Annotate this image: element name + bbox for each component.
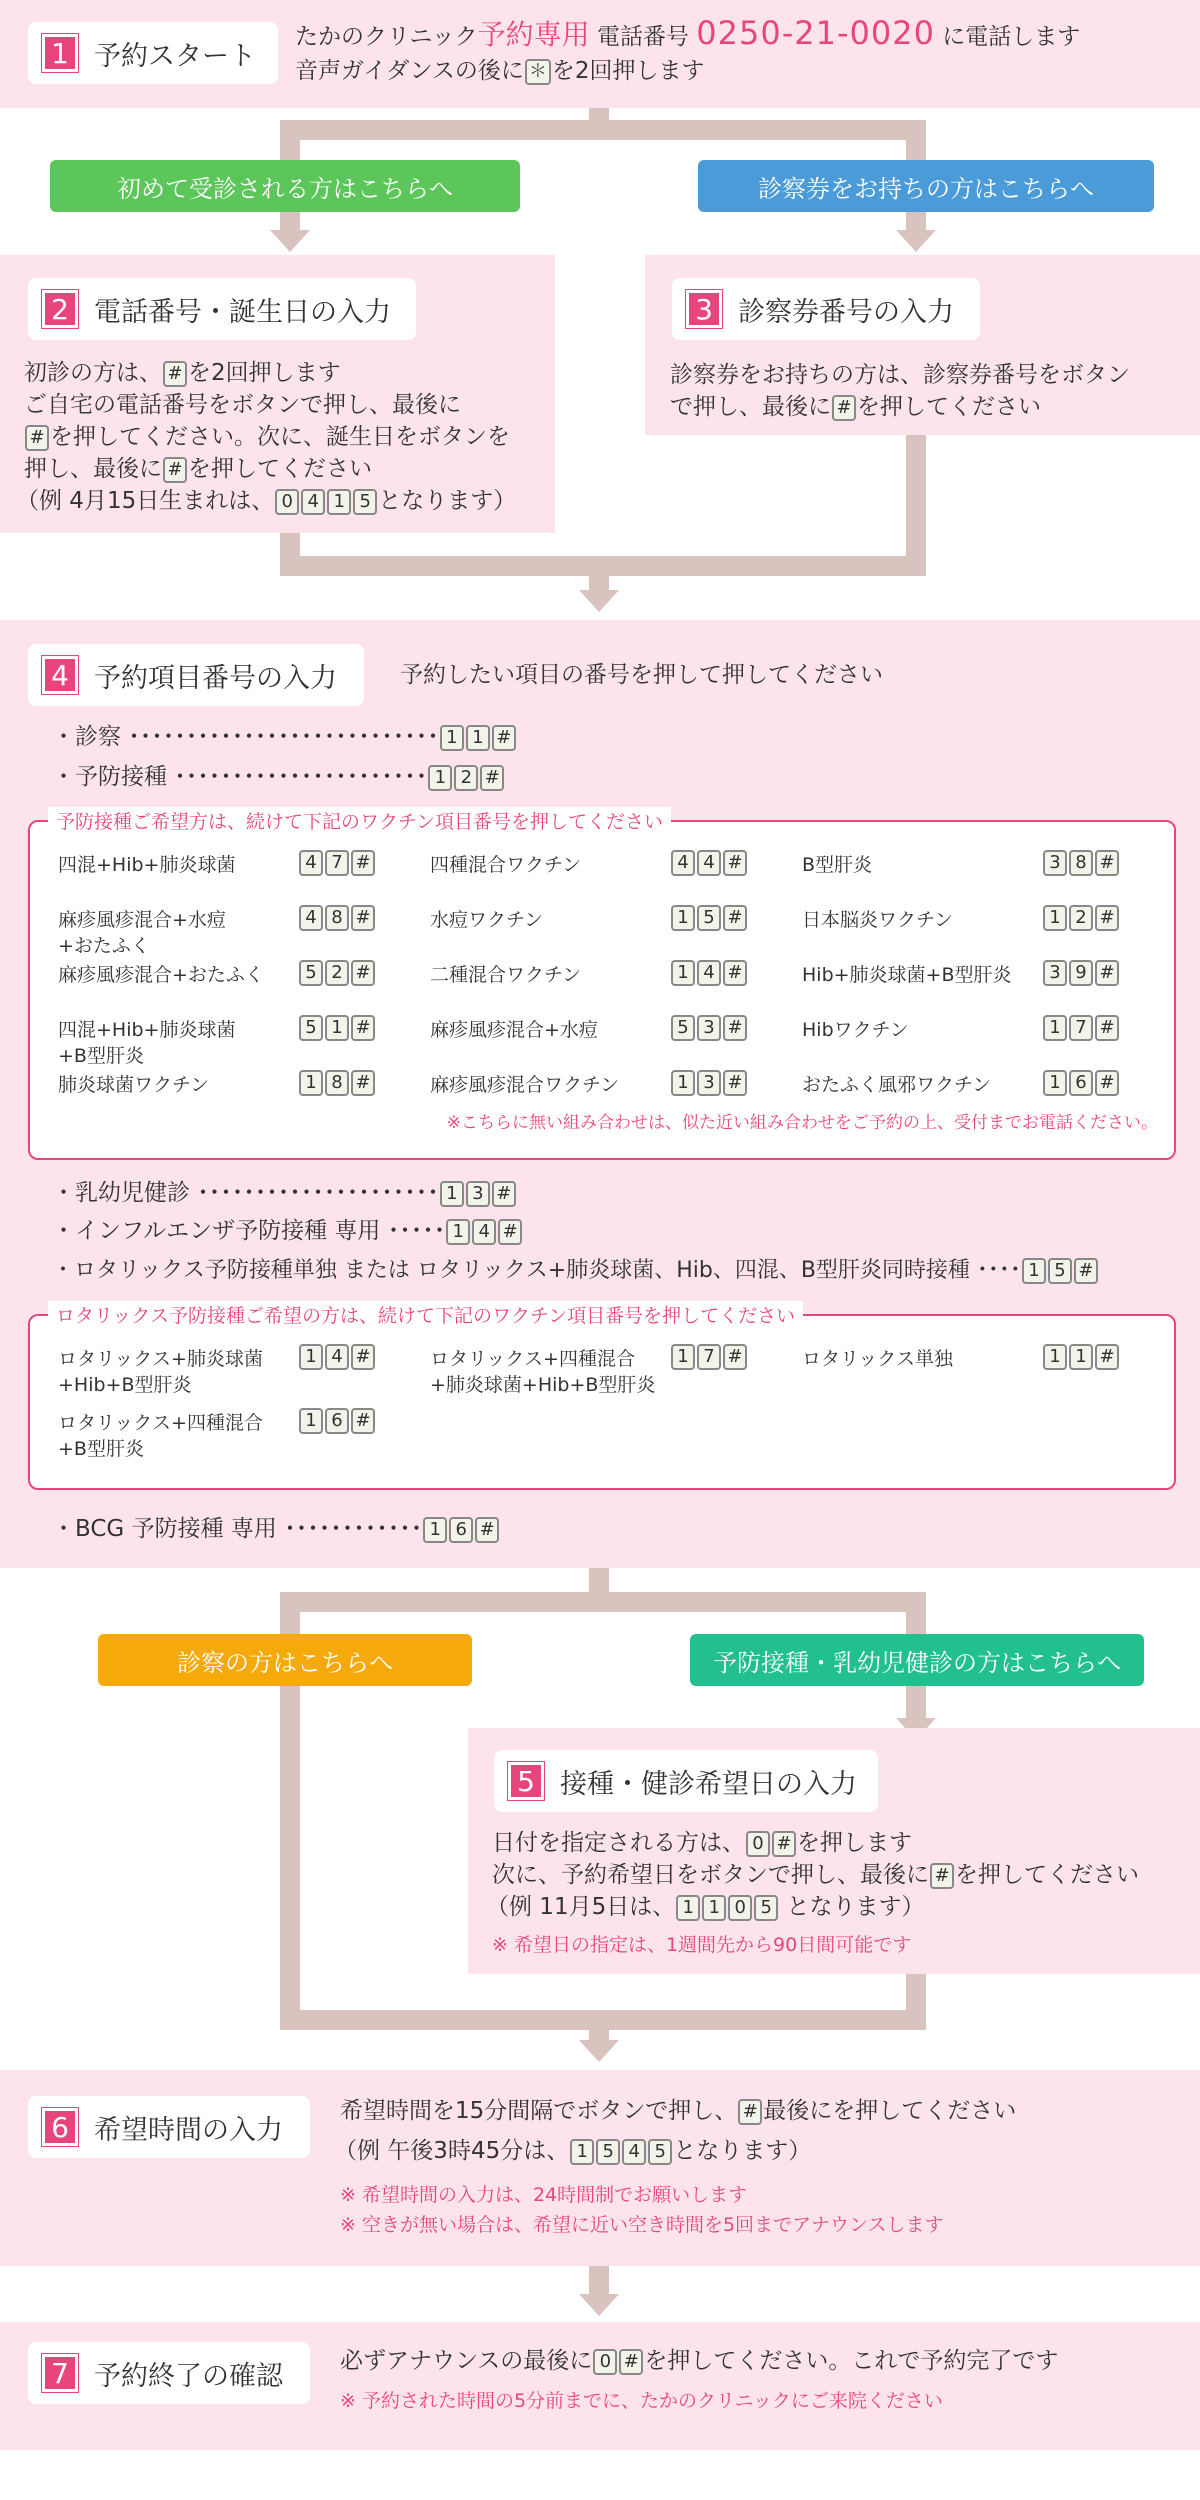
vaccine-name	[58, 1072, 209, 1098]
code-key: #	[1095, 850, 1119, 876]
vaccine-name	[802, 1017, 909, 1043]
t: となります）	[673, 2138, 812, 2164]
t: を押してください	[857, 394, 1041, 420]
step1-header	[28, 22, 278, 84]
menu-item-infant-checkup[interactable]	[52, 1176, 517, 1210]
code-key: 2	[325, 960, 349, 986]
vaccination-route-button[interactable]: 予防接種・乳幼児健診の方はこちらへ	[690, 1634, 1144, 1686]
k: 0	[728, 1895, 752, 1921]
step4-number: 4	[42, 656, 78, 694]
step3-line1: 診察券をお持ちの方は、診察券番号をボタン	[670, 362, 1130, 388]
vaccine-name	[802, 962, 1012, 988]
code-key: 1	[1043, 1344, 1067, 1370]
code-key: #	[723, 1015, 747, 1041]
step2-header	[28, 278, 416, 340]
vaccine-name-line: 日本脳炎ワクチン	[802, 909, 954, 931]
vaccine-name-line: 麻疹風疹混合+おたふく	[58, 964, 264, 986]
t: を押してください。次に、誕生日をボタンを	[50, 424, 510, 450]
t: ・ロタリックス予防接種単独 または ロタリックス+肺炎球菌、Hib、四混、B型肝炎同時接種 ････	[52, 1258, 1021, 1283]
k: 6	[449, 1517, 473, 1543]
reservation-only-label: 予約専用	[477, 18, 590, 51]
vaccine-name-line: 麻疹風疹混合+水痘	[430, 1019, 598, 1041]
step6-title: 希望時間の入力	[94, 2114, 283, 2146]
code-key: #	[1095, 905, 1119, 931]
code-key: 1	[299, 1070, 323, 1096]
code-key: #	[351, 905, 375, 931]
flow-arrow	[579, 2040, 619, 2062]
k: 3	[466, 1181, 490, 1207]
vaccine-code[interactable]	[298, 1070, 376, 1096]
step4-description: 予約したい項目の番号を押して押してください	[400, 662, 883, 688]
code-key: 4	[697, 960, 721, 986]
code-key: #	[723, 905, 747, 931]
vaccine-name-line: 水痘ワクチン	[430, 909, 544, 931]
code-key: 9	[1069, 960, 1093, 986]
k: #	[492, 1181, 516, 1207]
step1-number: 1	[42, 34, 78, 72]
vaccine-name-line: B型肝炎	[802, 854, 873, 876]
vaccine-name-line: ロタリックス+四種混合	[430, 1348, 635, 1370]
k: #	[619, 2349, 643, 2375]
vaccine-name	[430, 1346, 655, 1398]
flow-arrow	[579, 590, 619, 612]
vaccine-name	[802, 907, 953, 933]
step2-line2: ご自宅の電話番号をボタンで押し、最後に	[24, 392, 461, 418]
t: で押し、最後に	[670, 394, 831, 420]
code-key: #	[351, 1015, 375, 1041]
vaccine-code[interactable]	[670, 1015, 748, 1041]
code-key: 7	[697, 1344, 721, 1370]
t: ・BCG 予防接種 専用 ････････････	[52, 1516, 423, 1542]
t: を押してください	[955, 1862, 1139, 1888]
code-key: 1	[671, 960, 695, 986]
hash-key: #	[25, 425, 49, 451]
vaccine-name-line: 二種混合ワクチン	[430, 964, 582, 986]
vaccine-name-line: ロタリックス単独	[802, 1348, 954, 1370]
k: 4	[472, 1219, 496, 1245]
step5-title: 接種・健診希望日の入力	[560, 1768, 857, 1800]
k: 5	[596, 2139, 620, 2165]
t: ・診察 ･･･････････････････････････	[52, 724, 439, 750]
k: 5	[648, 2139, 672, 2165]
step1-line1-tail: に電話します	[942, 24, 1081, 50]
vaccine-name-line: ロタリックス+肺炎球菌	[58, 1348, 263, 1370]
step1-line2	[295, 54, 705, 88]
step5-line3	[486, 1890, 925, 1924]
step4-header	[28, 644, 364, 706]
vaccine-name-line: +おたふく	[58, 935, 150, 957]
step6-header	[28, 2096, 310, 2158]
step3-number: 3	[686, 290, 722, 328]
k: 5	[1048, 1258, 1072, 1284]
code-key: #	[351, 850, 375, 876]
k: #	[930, 1863, 954, 1889]
k: #	[772, 1831, 796, 1857]
code-key: 1	[1043, 1015, 1067, 1041]
k: #	[492, 725, 516, 751]
t: 次に、予約希望日をボタンで押し、最後に	[492, 1862, 929, 1888]
k: #	[498, 1219, 522, 1245]
vaccine-name-line: Hibワクチン	[802, 1019, 909, 1041]
menu-item-influenza[interactable]	[52, 1214, 523, 1248]
vaccine-code[interactable]	[670, 850, 748, 876]
t: 希望時間を15分間隔でボタンで押し、	[340, 2098, 738, 2124]
step3-header	[672, 278, 980, 340]
step6-note2: ※ 空きが無い場合は、希望に近い空き時間を5回までアナウンスします	[340, 2214, 944, 2236]
step6-line1	[340, 2094, 1016, 2128]
vaccine-name	[430, 962, 581, 988]
code-key: #	[723, 960, 747, 986]
code-key: 1	[671, 1070, 695, 1096]
rotarix-panel	[28, 1314, 1176, 1490]
code-key: 4	[697, 850, 721, 876]
vaccine-code[interactable]	[298, 905, 376, 931]
t: 日付を指定される方は、	[492, 1830, 745, 1856]
code-key: 7	[325, 850, 349, 876]
code-key: #	[1095, 960, 1119, 986]
vaccine-name-line: Hib+肺炎球菌+B型肝炎	[802, 964, 1012, 986]
step1-line1	[295, 16, 1080, 54]
k: #	[480, 765, 504, 791]
digit-key: 1	[327, 489, 351, 515]
have-card-button[interactable]: 診察券をお持ちの方はこちらへ	[698, 160, 1154, 212]
rotarix-panel-title: ロタリックス予防接種ご希望の方は、続けて下記のワクチン項目番号を押してください	[48, 1301, 803, 1328]
code-key: 6	[1069, 1070, 1093, 1096]
k: 5	[754, 1895, 778, 1921]
step1-line2-head: 音声ガイダンスの後に	[295, 58, 524, 84]
vaccine-code[interactable]	[670, 1070, 748, 1096]
k: 0	[593, 2349, 617, 2375]
t: を2回押します	[188, 360, 341, 386]
step5-note: ※ 希望日の指定は、1週間先から90日間可能です	[492, 1934, 912, 1956]
code-key: #	[351, 1408, 375, 1434]
code-key: 3	[1043, 960, 1067, 986]
flow-connector	[589, 2266, 609, 2296]
code-key: 3	[1043, 850, 1067, 876]
step6-line2	[334, 2134, 811, 2168]
step7-number: 7	[42, 2354, 78, 2392]
vaccine-name-line: おたふく風邪ワクチン	[802, 1074, 992, 1096]
code-key: 8	[1069, 850, 1093, 876]
t: 最後にを押してください	[763, 2098, 1017, 2124]
vaccine-code[interactable]	[298, 1408, 376, 1434]
step5-line1	[492, 1826, 912, 1860]
k: 4	[622, 2139, 646, 2165]
vaccine-note: ※こちらに無い組み合わせは、似た近い組み合わせをご予約の上、受付までお電話ください。	[446, 1113, 1158, 1133]
vaccine-name	[58, 1410, 263, 1462]
vaccine-name-line: ロタリックス+四種混合	[58, 1412, 263, 1434]
code-key: 5	[697, 905, 721, 931]
step6-number: 6	[42, 2108, 78, 2146]
t: となります）	[779, 1894, 925, 1920]
code-key: 1	[1069, 1344, 1093, 1370]
t: ・乳幼児健診 ･････････････････････	[52, 1180, 439, 1206]
t: ・予防接種 ･･････････････････････	[52, 764, 428, 790]
menu-item-vaccination[interactable]	[52, 760, 505, 794]
flow-connector	[280, 120, 926, 140]
t: となります）	[378, 488, 517, 514]
code-key: 1	[1043, 905, 1067, 931]
k: #	[738, 2099, 762, 2125]
step5-header	[494, 1750, 878, 1812]
vaccine-name	[802, 1346, 953, 1372]
t: 初診の方は、	[24, 360, 162, 386]
t: を押してください	[188, 456, 372, 482]
step2-line3	[24, 420, 510, 454]
vaccine-code[interactable]	[298, 850, 376, 876]
t: を押します	[797, 1830, 912, 1856]
k: 1	[466, 725, 490, 751]
code-key: #	[723, 850, 747, 876]
t: 押し、最後に	[24, 456, 162, 482]
code-key: #	[1095, 1344, 1119, 1370]
code-key: #	[1095, 1070, 1119, 1096]
hash-key: #	[163, 361, 187, 387]
vaccine-code[interactable]	[1042, 1070, 1120, 1096]
k: 0	[746, 1831, 770, 1857]
k: 1	[446, 1219, 470, 1245]
code-key: 1	[671, 905, 695, 931]
code-key: 7	[1069, 1015, 1093, 1041]
step6-note1: ※ 希望時間の入力は、24時間制でお願いします	[340, 2184, 748, 2206]
vaccine-code[interactable]	[670, 960, 748, 986]
vaccine-code[interactable]	[670, 1344, 748, 1370]
code-key: 4	[671, 850, 695, 876]
vaccine-name-line: +肺炎球菌+Hib+B型肝炎	[430, 1374, 656, 1396]
flow-arrow	[270, 230, 310, 252]
code-key: 1	[299, 1344, 323, 1370]
vaccine-name-line: +B型肝炎	[58, 1045, 144, 1067]
first-visit-button[interactable]: 初めて受診される方はこちらへ	[50, 160, 520, 212]
step2-title: 電話番号・誕生日の入力	[94, 296, 391, 328]
vaccine-name	[58, 1017, 235, 1069]
step7-line1	[340, 2344, 1058, 2378]
vaccine-name-line: 麻疹風疹混合+水痘	[58, 909, 226, 931]
k: 1	[440, 725, 464, 751]
code-key: #	[351, 960, 375, 986]
vaccine-code[interactable]	[298, 1015, 376, 1041]
step5-line2	[492, 1858, 1139, 1892]
vaccine-code[interactable]	[1042, 1015, 1120, 1041]
code-key: 2	[1069, 905, 1093, 931]
vaccine-name	[58, 1346, 263, 1398]
step2-line5	[16, 484, 516, 518]
phone-number[interactable]: 0250-21-0020	[696, 14, 935, 52]
code-key: 8	[325, 1070, 349, 1096]
vaccine-panel-title: 予防接種ご希望方は、続けて下記のワクチン項目番号を押してください	[48, 807, 671, 834]
vaccine-code[interactable]	[1042, 905, 1120, 931]
step1-title: 予約スタート	[94, 40, 256, 72]
vaccine-code[interactable]	[1042, 1344, 1120, 1370]
step7-title: 予約終了の確認	[94, 2360, 283, 2392]
code-key: #	[351, 1344, 375, 1370]
code-key: 6	[325, 1408, 349, 1434]
step7-note: ※ 予約された時間の5分前までに、たかのクリニックにご来院ください	[340, 2390, 943, 2412]
flow-connector	[280, 1592, 926, 1612]
t: 必ずアナウンスの最後に	[340, 2348, 593, 2374]
digit-key: 4	[301, 489, 325, 515]
t: を押してください。これで予約完了です	[644, 2348, 1059, 2374]
step5-number: 5	[508, 1762, 544, 1800]
code-key: 4	[325, 1344, 349, 1370]
vaccine-name-line: 四混+Hib+肺炎球菌	[58, 854, 236, 876]
step3-line2	[670, 390, 1041, 424]
asterisk-key: ＊	[525, 59, 551, 85]
vaccine-name	[58, 852, 235, 878]
vaccine-name	[802, 1072, 991, 1098]
code-key: 5	[671, 1015, 695, 1041]
code-key: 3	[697, 1015, 721, 1041]
k: 1	[676, 1895, 700, 1921]
hash-key: #	[163, 457, 187, 483]
step2-line1	[24, 356, 341, 390]
vaccine-code[interactable]	[670, 905, 748, 931]
vaccine-name-line: +Hib+B型肝炎	[58, 1374, 192, 1396]
code-key: #	[723, 1344, 747, 1370]
k: 1	[702, 1895, 726, 1921]
vaccine-name-line: 四混+Hib+肺炎球菌	[58, 1019, 236, 1041]
menu-item-rotarix[interactable]	[52, 1254, 1099, 1288]
hash-key: #	[832, 395, 856, 421]
flow-arrow	[896, 230, 936, 252]
k: 2	[454, 765, 478, 791]
clinic-name: たかのクリニック	[295, 24, 478, 50]
t: （例 11月5日は、	[486, 1894, 676, 1920]
vaccine-code[interactable]	[1042, 850, 1120, 876]
vaccine-name	[58, 962, 264, 988]
vaccine-name	[430, 1017, 598, 1043]
vaccine-name	[430, 907, 543, 933]
k: 1	[1022, 1258, 1046, 1284]
vaccine-name	[430, 852, 581, 878]
code-key: 1	[671, 1344, 695, 1370]
t: ・インフルエンザ予防接種 専用 ･････	[52, 1218, 446, 1244]
code-key: #	[351, 1070, 375, 1096]
vaccine-name-line: 四種混合ワクチン	[430, 854, 582, 876]
code-key: 8	[325, 905, 349, 931]
code-key: #	[1095, 1015, 1119, 1041]
code-key: 5	[299, 1015, 323, 1041]
flow-connector	[589, 566, 609, 590]
step2-number: 2	[42, 290, 78, 328]
k: #	[1074, 1258, 1098, 1284]
k: 1	[428, 765, 452, 791]
code-key: #	[723, 1070, 747, 1096]
k: 1	[440, 1181, 464, 1207]
vaccine-name	[58, 907, 226, 959]
k: #	[475, 1517, 499, 1543]
flow-arrow	[579, 2294, 619, 2316]
code-key: 5	[299, 960, 323, 986]
menu-item-bcg[interactable]	[52, 1512, 500, 1546]
vaccine-code[interactable]	[298, 1344, 376, 1370]
vaccine-code[interactable]	[1042, 960, 1120, 986]
code-key: 4	[299, 905, 323, 931]
vaccine-name-line: +B型肝炎	[58, 1438, 144, 1460]
step3-title: 診察券番号の入力	[738, 296, 954, 328]
vaccine-name-line: 肺炎球菌ワクチン	[58, 1074, 210, 1096]
vaccine-name	[430, 1072, 619, 1098]
menu-item-consult[interactable]	[52, 720, 517, 754]
code-key: 3	[697, 1070, 721, 1096]
digit-key: 0	[275, 489, 299, 515]
t: （例 午後3時45分は、	[334, 2138, 570, 2164]
k: 1	[423, 1517, 447, 1543]
code-key: 1	[1043, 1070, 1067, 1096]
code-key: 1	[299, 1408, 323, 1434]
vaccine-name-line: 麻疹風疹混合ワクチン	[430, 1074, 620, 1096]
t: （例 4月15日生まれは、	[16, 488, 275, 514]
flow-connector	[589, 2020, 609, 2042]
step4-title: 予約項目番号の入力	[94, 662, 337, 694]
phone-label: 電話番号	[596, 24, 689, 50]
step1-line2-tail: を2回押します	[551, 58, 705, 84]
step2-line4	[24, 452, 372, 486]
code-key: 4	[299, 850, 323, 876]
code-key: 1	[325, 1015, 349, 1041]
flow-connector	[906, 435, 926, 568]
digit-key: 5	[353, 489, 377, 515]
vaccine-name	[802, 852, 872, 878]
vaccine-code[interactable]	[298, 960, 376, 986]
consult-route-button[interactable]: 診察の方はこちらへ	[98, 1634, 472, 1686]
step7-header	[28, 2342, 310, 2404]
k: 1	[570, 2139, 594, 2165]
